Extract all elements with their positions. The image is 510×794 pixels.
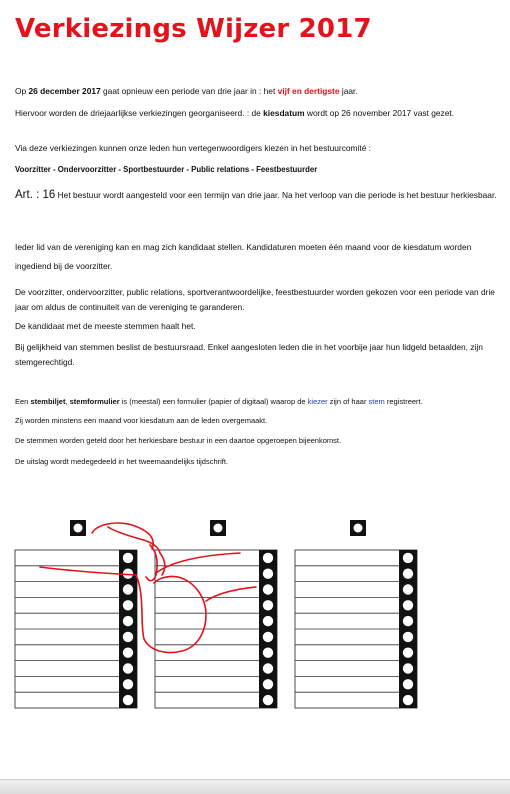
ballot-vote-circle	[263, 632, 273, 642]
paragraph-counting: De stemmen worden geteld door het herkiesbare bestuur in een daartoe opgeroepen bijeenkomst.	[15, 436, 342, 445]
text: registreert.	[384, 397, 423, 406]
ballot-vote-circle	[123, 600, 133, 610]
keyword-text: stembiljet	[30, 397, 66, 406]
ballot-vote-circle	[403, 569, 413, 579]
ballot-vote-circle	[403, 584, 413, 594]
paragraph-majority: De kandidaat met de meeste stemmen haalt het.	[15, 321, 196, 331]
paragraph-date	[15, 84, 499, 99]
paragraph-board: De voorzitter, ondervoorzitter, public relations, sportverantwoordelijke, feestbestuurder worden gekozen voor een periode van drie jaar om aldus de continuiteit van de vereniging te garanderen.	[15, 287, 495, 312]
ballot-vote-circle	[403, 600, 413, 610]
ballot-vote-circle	[123, 584, 133, 594]
ballot-vote-circle	[403, 616, 413, 626]
text: ,	[65, 397, 70, 406]
text: zijn of haar	[327, 397, 369, 406]
ballot-vote-circle	[263, 553, 273, 563]
highlight-text: vijf en dertigste	[277, 86, 340, 96]
paragraph-ballot-def	[15, 396, 499, 408]
ballot-vote-circle	[263, 600, 273, 610]
text: wordt op 26 november 2017 vast gezet.	[304, 108, 455, 118]
paragraph-result: De uitslag wordt medegedeeld in het tweemaandelijks tijdschrift.	[15, 457, 229, 466]
ballot-vote-circle	[403, 663, 413, 673]
ballot-vote-circle	[263, 569, 273, 579]
viewer-bottom-bar	[0, 779, 510, 794]
ballot-vote-circle	[123, 663, 133, 673]
ballot-vote-circle	[263, 616, 273, 626]
ballot-vote-circle	[123, 632, 133, 642]
paragraph-kiesdatum	[15, 106, 499, 121]
ballot-vote-circle	[403, 648, 413, 658]
text: Een	[15, 397, 31, 406]
paragraph-tie: Bij gelijkheid van stemmen beslist de bestuursraad. Enkel aangesloten leden die in het voorbije jaar hun lidgeld betaalden, zijn stemgerechtigd.	[15, 342, 483, 367]
ballot-vote-circle	[403, 695, 413, 705]
ballot-form	[295, 520, 417, 708]
keyword-text: stemformulier	[69, 397, 120, 406]
link-stem[interactable]: stem	[368, 397, 385, 406]
link-kiezer[interactable]: kiezer	[307, 397, 328, 406]
text: jaar.	[339, 86, 358, 96]
text: Het bestuur wordt aangesteld voor een termijn van drie jaar. Na het verloop van die periode is het bestuur herkiesbaar.	[55, 190, 497, 200]
text: gaat opnieuw een periode van drie jaar in : het	[100, 86, 278, 96]
ballot-forms-illustration	[0, 505, 510, 715]
paragraph-distribution: Zij worden minstens een maand voor kiesdatum aan de leden overgemaakt.	[15, 416, 268, 425]
ballot-vote-circle	[263, 584, 273, 594]
paragraph-candidates: Ieder lid van de vereniging kan en mag zich kandidaat stellen. Kandidaturen moeten één maand voor de kiesdatum worden ingediend bij de voorzitter.	[15, 242, 472, 271]
ballot-vote-circle	[123, 648, 133, 658]
page-title: Verkiezings Wijzer 2017	[15, 14, 372, 44]
text: is (meestal) een formulier (papier of digitaal) waarop de	[119, 397, 308, 406]
ballot-vote-circle	[123, 553, 133, 563]
article-label: Art. : 16	[15, 189, 56, 201]
text: Hiervoor worden de driejaarlijkse verkiezingen georganiseerd. : de	[15, 108, 264, 118]
ballot-vote-circle	[403, 553, 413, 563]
text: Op	[15, 86, 29, 96]
ballot-vote-circle	[403, 679, 413, 689]
paragraph-article-16	[15, 186, 499, 204]
ballot-vote-circle	[123, 616, 133, 626]
ballot-form	[155, 520, 277, 708]
ballot-vote-circle	[403, 632, 413, 642]
paragraph-intro: Via deze verkiezingen kunnen onze leden hun vertegenwoordigers kiezen in het bestuurcomité :	[15, 143, 372, 153]
ballot-vote-circle	[263, 648, 273, 658]
ballot-header-dot	[214, 524, 223, 533]
ballot-header-dot	[74, 524, 83, 533]
ballot-vote-circle	[123, 695, 133, 705]
ballot-header-dot	[354, 524, 363, 533]
date-text: 26 december 2017	[28, 86, 101, 96]
keyword-text: kiesdatum	[263, 108, 305, 118]
ballot-vote-circle	[263, 679, 273, 689]
ballot-vote-circle	[123, 679, 133, 689]
ballot-vote-circle	[263, 695, 273, 705]
ballot-vote-circle	[263, 663, 273, 673]
ballot-form	[15, 520, 137, 708]
roles-list: Voorzitter - Ondervoorzitter - Sportbestuurder - Public relations - Feestbestuurder	[15, 165, 318, 174]
